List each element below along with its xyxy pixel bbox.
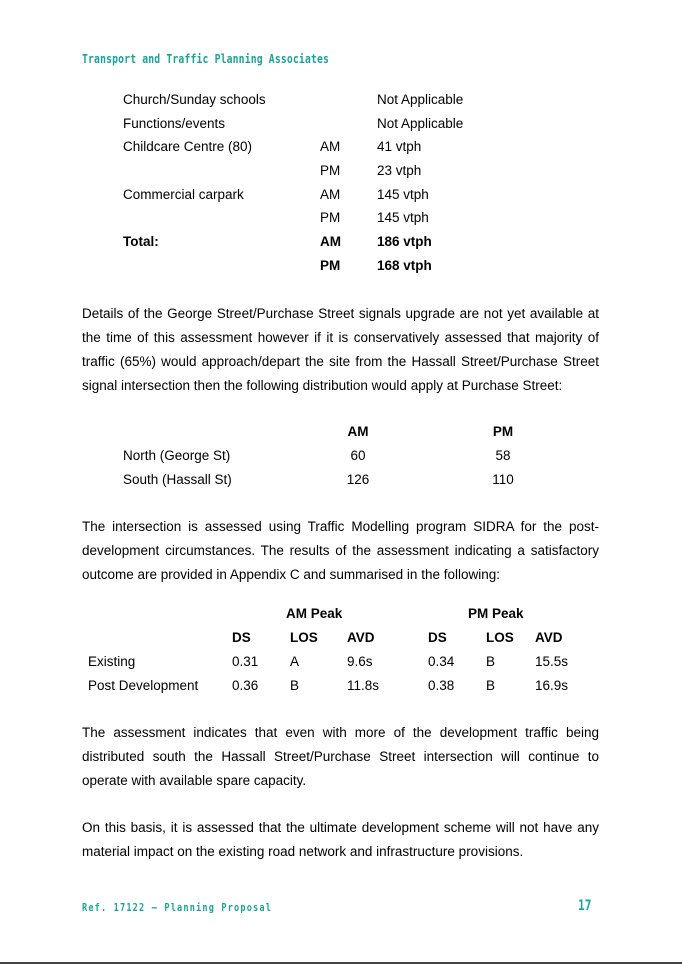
page-number: 17 — [578, 898, 592, 914]
period-cell: PM — [320, 257, 341, 273]
pm-peak-header: PM Peak — [468, 606, 524, 621]
distribution-table — [123, 421, 563, 493]
table-row — [123, 469, 563, 493]
los-header: LOS — [486, 630, 514, 645]
value-cell: Not Applicable — [377, 115, 464, 131]
ds-header: DS — [232, 630, 251, 645]
am-value: 126 — [346, 472, 370, 487]
land-use-cell: Commercial carpark — [123, 186, 244, 202]
value-cell: 145 vtph — [377, 186, 429, 202]
pm-los-cell: B — [486, 654, 496, 669]
pm-header: PM — [492, 424, 514, 439]
period-cell: AM — [320, 139, 341, 155]
am-ds-cell: 0.36 — [232, 678, 259, 693]
scenario-label: Post Development — [88, 678, 199, 693]
am-avd-cell: 9.6s — [347, 654, 373, 669]
am-los-cell: B — [290, 678, 300, 693]
pm-value: 58 — [495, 448, 511, 463]
period-cell: PM — [320, 163, 341, 179]
pm-avd-cell: 15.5s — [535, 654, 569, 669]
value-cell: 145 vtph — [377, 210, 429, 226]
am-avd-cell: 11.8s — [347, 678, 380, 693]
scenario-label: Existing — [88, 654, 136, 669]
land-use-cell: Functions/events — [123, 115, 226, 131]
am-value: 60 — [350, 448, 366, 463]
period-cell: AM — [320, 234, 341, 250]
direction-label: North (George St) — [123, 448, 231, 463]
value-cell: Not Applicable — [377, 92, 464, 107]
direction-label: South (Hassall St) — [123, 472, 232, 487]
pm-value: 110 — [492, 472, 514, 487]
land-use-cell: Childcare Centre (80) — [123, 139, 253, 155]
paragraph-sidra: The intersection is assessed using Traffic Modelling program SIDRA for the post-development circumstances. The results of the assessment indicating a satisfactory outcome are provided in Appendix C and summarised in the following: — [82, 519, 599, 582]
avd-header: AVD — [347, 630, 375, 645]
table-header-row — [123, 421, 563, 445]
pm-ds-cell: 0.34 — [428, 654, 455, 669]
value-cell: 186 vtph — [377, 234, 432, 250]
am-ds-cell: 0.31 — [232, 654, 259, 669]
company-header: Transport and Traffic Planning Associates — [82, 51, 330, 66]
am-los-cell: A — [290, 654, 300, 669]
pm-avd-cell: 16.9s — [535, 678, 569, 693]
table-row — [123, 445, 563, 469]
paragraph-conclusion: On this basis, it is assessed that the ultimate development scheme will not have any material impact on the existing road network and infrastructure provisions. — [82, 820, 599, 859]
period-cell: AM — [320, 186, 341, 202]
value-cell: 168 vtph — [377, 257, 432, 273]
paragraph-signals-upgrade: Details of the George Street/Purchase Street signals upgrade are not yet available at the time of this assessment however if it is conservatively assessed that majority of traffic (65%) would approach/depart the site from the Hassall Street/Purchase Street signal intersection then the following distribution would apply at Purchase Street: — [82, 306, 599, 393]
period-cell: PM — [320, 210, 341, 226]
land-use-cell: Church/Sunday schools — [123, 92, 266, 107]
avd-header: AVD — [535, 630, 563, 645]
value-cell: 41 vtph — [377, 139, 422, 155]
footer-reference: Ref. 17122 – Planning Proposal — [82, 901, 273, 914]
ds-header: DS — [428, 630, 447, 645]
pm-ds-cell: 0.38 — [428, 678, 455, 693]
los-header: LOS — [290, 630, 318, 645]
pm-los-cell: B — [486, 678, 496, 693]
paragraph-assessment: The assessment indicates that even with more of the development traffic being distributed south the Hassall Street/Purchase Street intersection will continue to operate with available spare capacity. — [82, 725, 599, 788]
value-cell: 23 vtph — [377, 163, 422, 179]
am-header: AM — [347, 424, 369, 439]
am-peak-header: AM Peak — [286, 606, 343, 621]
page-bottom-rule — [0, 962, 682, 964]
land-use-cell: Total: — [123, 234, 159, 250]
